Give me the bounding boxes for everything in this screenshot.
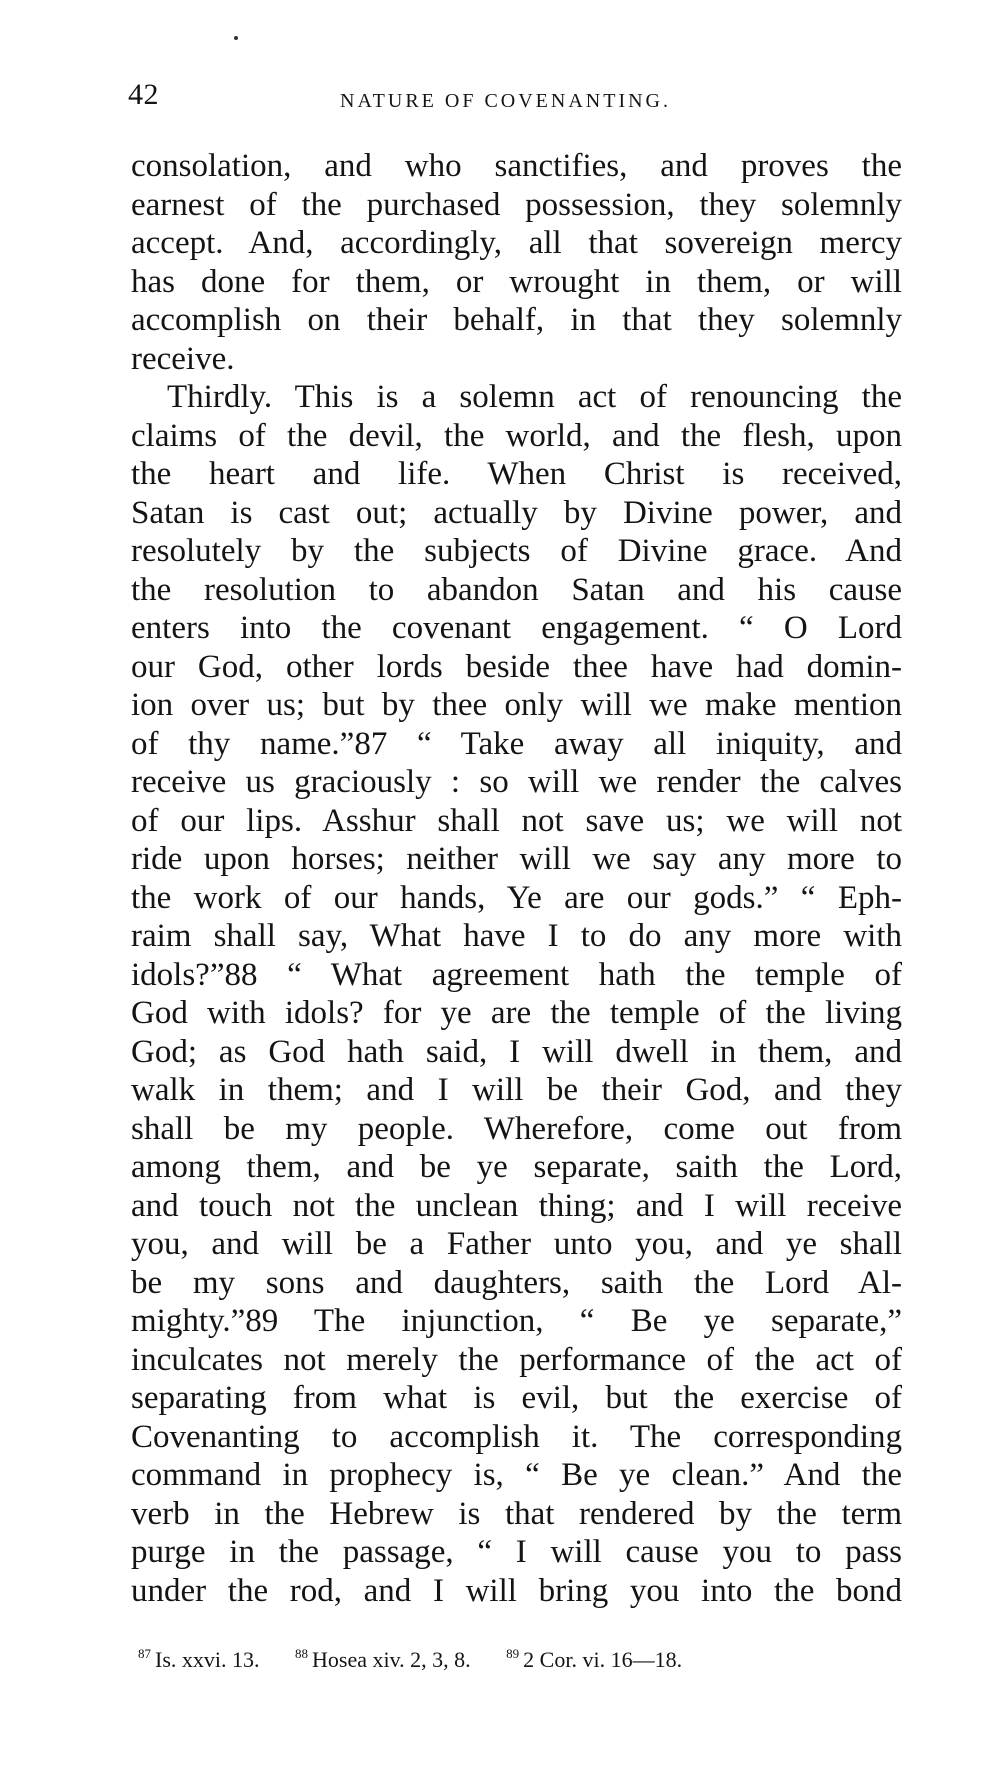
text-line: walk in them; and I will be their God, and they <box>131 1072 902 1108</box>
text-line: Satan is cast out; actually by Divine power, and <box>131 494 902 531</box>
text-line: of our lips. Asshur shall not save us; we will not <box>131 802 902 839</box>
text-line: Covenanting to accomplish it. The corresponding <box>131 1418 902 1455</box>
text-line: receive. <box>131 340 235 377</box>
text-line: our God, other lords beside thee have had domin- <box>131 648 902 685</box>
text-line: raim shall say, What have I to do any more with <box>131 918 902 954</box>
text-line: claims of the devil, the world, and the flesh, upon <box>131 417 902 454</box>
text-line: ion over us; but by thee only will we make mention <box>131 687 902 723</box>
text-line: God; as God hath said, I will dwell in them, and <box>131 1033 902 1070</box>
text-line: enters into the covenant engagement. “ O Lord <box>131 610 902 646</box>
text-line: mighty.”89 The injunction, “ Be ye separate,” <box>131 1303 902 1339</box>
footnote <box>506 1646 682 1673</box>
footnote-text: 2 Cor. vi. 16—18. <box>523 1647 683 1672</box>
text-line: has done for them, or wrought in them, or will <box>131 263 902 300</box>
text-line: accomplish on their behalf, in that they solemnly <box>131 302 902 338</box>
footnote-text: Is. xxvi. 13. <box>155 1647 260 1672</box>
text-line: consolation, and who sanctifies, and proves the <box>131 148 902 184</box>
running-head: NATURE OF COVENANTING. <box>340 90 671 112</box>
paragraph-start-line: Thirdly. This is a solemn act of renouncing the <box>167 379 902 415</box>
text-line: separating from what is evil, but the exercise of <box>131 1380 902 1416</box>
footnote-marker: 88 <box>295 1646 308 1661</box>
footnote <box>295 1646 471 1673</box>
text-line: idols?”88 “ What agreement hath the temple of <box>131 956 902 993</box>
text-line: accept. And, accordingly, all that sovereign mercy <box>131 225 902 261</box>
text-line: earnest of the purchased possession, they solemnly <box>131 186 902 223</box>
text-line: shall be my people. Wherefore, come out from <box>131 1110 902 1147</box>
page-number: 42 <box>128 78 159 111</box>
text-line: purge in the passage, “ I will cause you to pass <box>131 1534 902 1570</box>
footnote-marker: 87 <box>138 1646 151 1661</box>
text-line: ride upon horses; neither will we say any more to <box>131 841 902 877</box>
footnotes <box>138 1646 902 1673</box>
text-line: receive us graciously : so will we render the calves <box>131 764 902 800</box>
ink-speck <box>234 36 238 40</box>
footnote <box>138 1646 260 1673</box>
text-line: resolutely by the subjects of Divine grace. And <box>131 533 902 569</box>
text-line: you, and will be a Father unto you, and ye shall <box>131 1226 902 1262</box>
text-line: under the rod, and I will bring you into the bond <box>131 1572 902 1609</box>
text-line: of thy name.”87 “ Take away all iniquity, and <box>131 725 902 762</box>
text-line: the heart and life. When Christ is received, <box>131 456 902 492</box>
text-line: verb in the Hebrew is that rendered by the term <box>131 1495 902 1532</box>
text-line: God with idols? for ye are the temple of the living <box>131 995 902 1031</box>
footnote-text: Hosea xiv. 2, 3, 8. <box>312 1647 471 1672</box>
text-line: among them, and be ye separate, saith the Lord, <box>131 1149 902 1185</box>
text-line: the work of our hands, Ye are our gods.” “ Eph- <box>131 879 902 916</box>
text-line: inculcates not merely the performance of the act of <box>131 1341 902 1378</box>
text-line: and touch not the unclean thing; and I will receive <box>131 1187 902 1224</box>
body-text <box>131 147 902 1610</box>
text-line: be my sons and daughters, saith the Lord Al- <box>131 1264 902 1301</box>
footnote-marker: 89 <box>506 1646 520 1661</box>
text-line: the resolution to abandon Satan and his cause <box>131 571 902 608</box>
text-line: command in prophecy is, “ Be ye clean.” And the <box>131 1457 902 1493</box>
